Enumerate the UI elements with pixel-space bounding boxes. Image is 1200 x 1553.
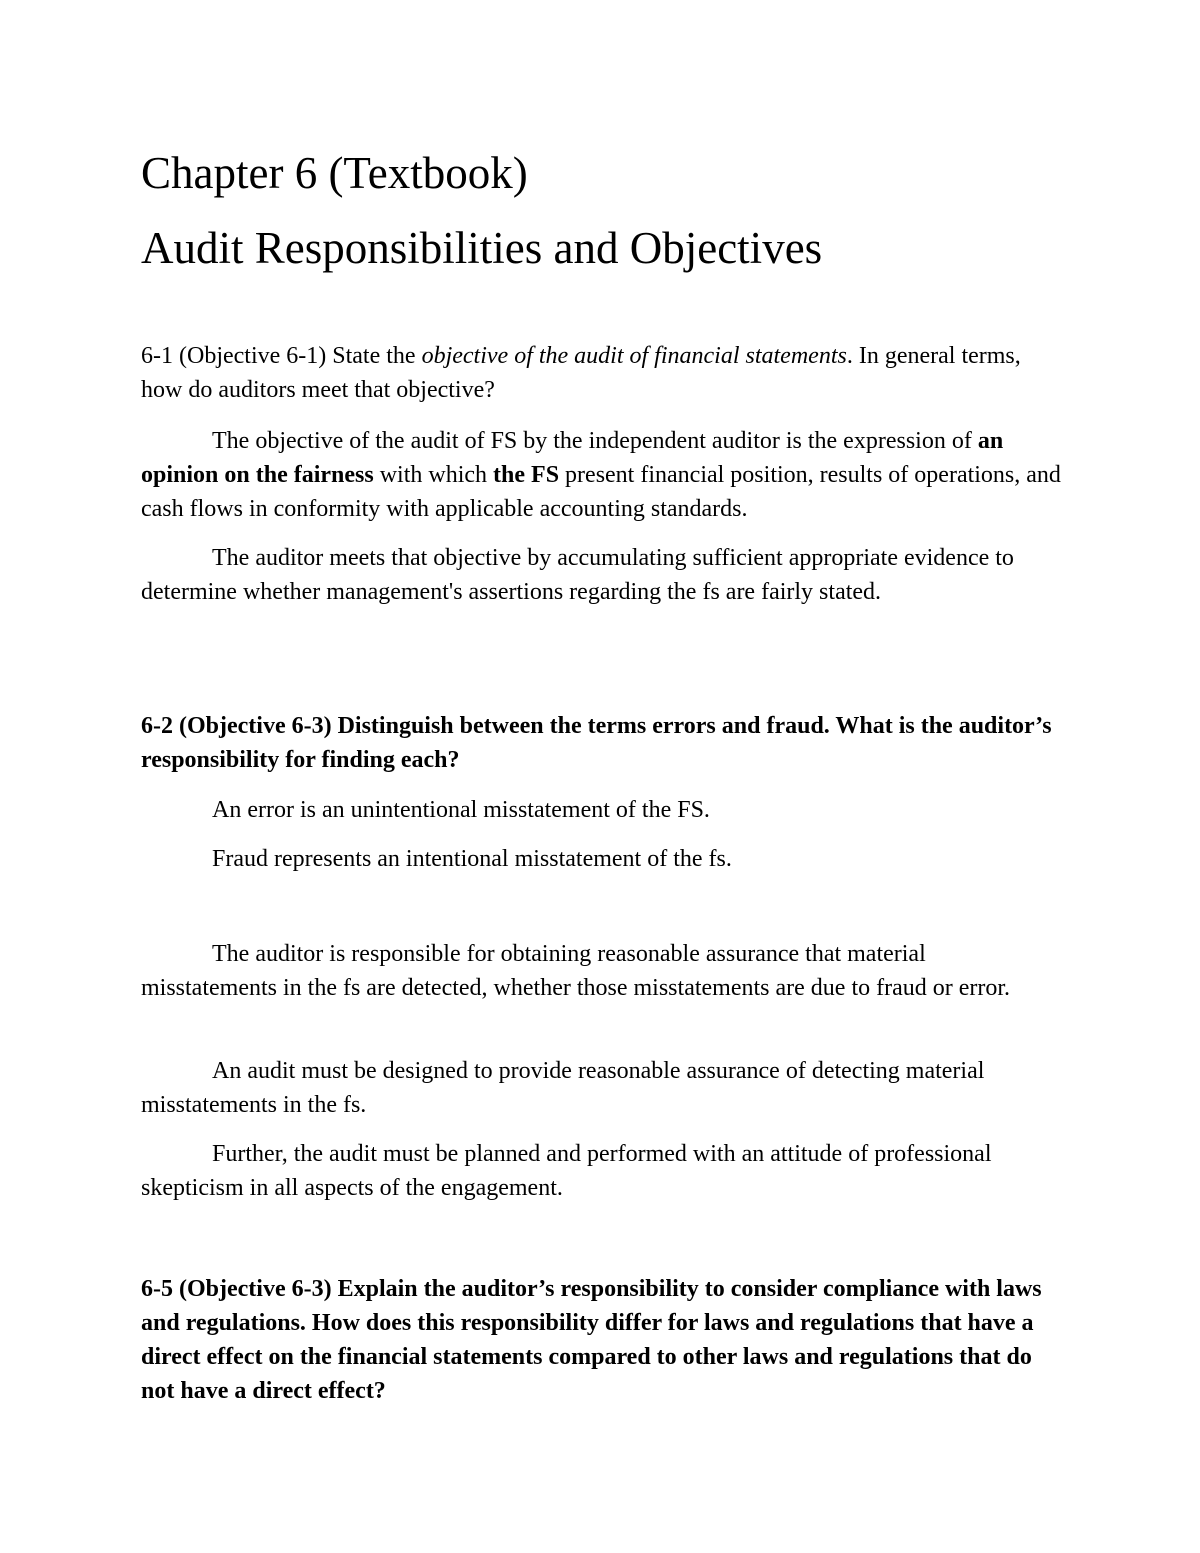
- answer-6-1-bold-1: an opinion on the fairness: [141, 428, 1004, 488]
- chapter-subtitle: Audit Responsibilities and Objectives: [141, 223, 823, 273]
- answer-6-1-paragraph-2: The auditor meets that objective by accumulating sufficient appropriate evidence to determine whether management's assertions regarding the fs are fairly stated.: [141, 545, 1014, 605]
- answer-6-2-fraud: Fraud represents an intentional misstatement of the fs.: [212, 846, 732, 872]
- question-6-1-italic: objective of the audit of financial statements: [421, 343, 847, 369]
- question-6-2: 6-2 (Objective 6-3) Distinguish between the terms errors and fraud. What is the auditor’s responsibility for finding each?: [141, 713, 1052, 773]
- answer-6-2-audit-design: An audit must be designed to provide reasonable assurance of detecting material misstatements in the fs.: [141, 1058, 985, 1118]
- answer-6-2-skepticism: Further, the audit must be planned and performed with an attitude of professional skepticism in all aspects of the engagement.: [141, 1141, 992, 1201]
- answer-6-1-text-1: The objective of the audit of FS by the independent auditor is the expression of: [212, 428, 978, 454]
- answer-6-2-error: An error is an unintentional misstatement of the FS.: [212, 797, 710, 823]
- question-6-1: [141, 339, 1061, 407]
- question-6-1-suffix: . In general terms, how do auditors meet that objective?: [141, 343, 1021, 403]
- chapter-title: Chapter 6 (Textbook): [141, 148, 528, 198]
- question-6-1-prefix: 6-1 (Objective 6-1) State the: [141, 343, 422, 369]
- answer-6-1-text-3: present financial position, results of operations, and cash flows in conformity with applicable accounting standards.: [141, 462, 1061, 522]
- answer-6-1-paragraph-1: [141, 424, 1061, 526]
- question-6-5: 6-5 (Objective 6-3) Explain the auditor’s responsibility to consider compliance with laws and regulations. How does this responsibility differ for laws and regulations that have a direct effect on the financial statements compared to other laws and regulations that do not have a direct effect?: [141, 1276, 1042, 1404]
- answer-6-1-bold-2: the FS: [493, 462, 560, 488]
- answer-6-2-responsibility: The auditor is responsible for obtaining reasonable assurance that material misstatements in the fs are detected, whether those misstatements are due to fraud or error.: [141, 941, 1011, 1001]
- answer-6-1-text-2: with which: [373, 462, 494, 488]
